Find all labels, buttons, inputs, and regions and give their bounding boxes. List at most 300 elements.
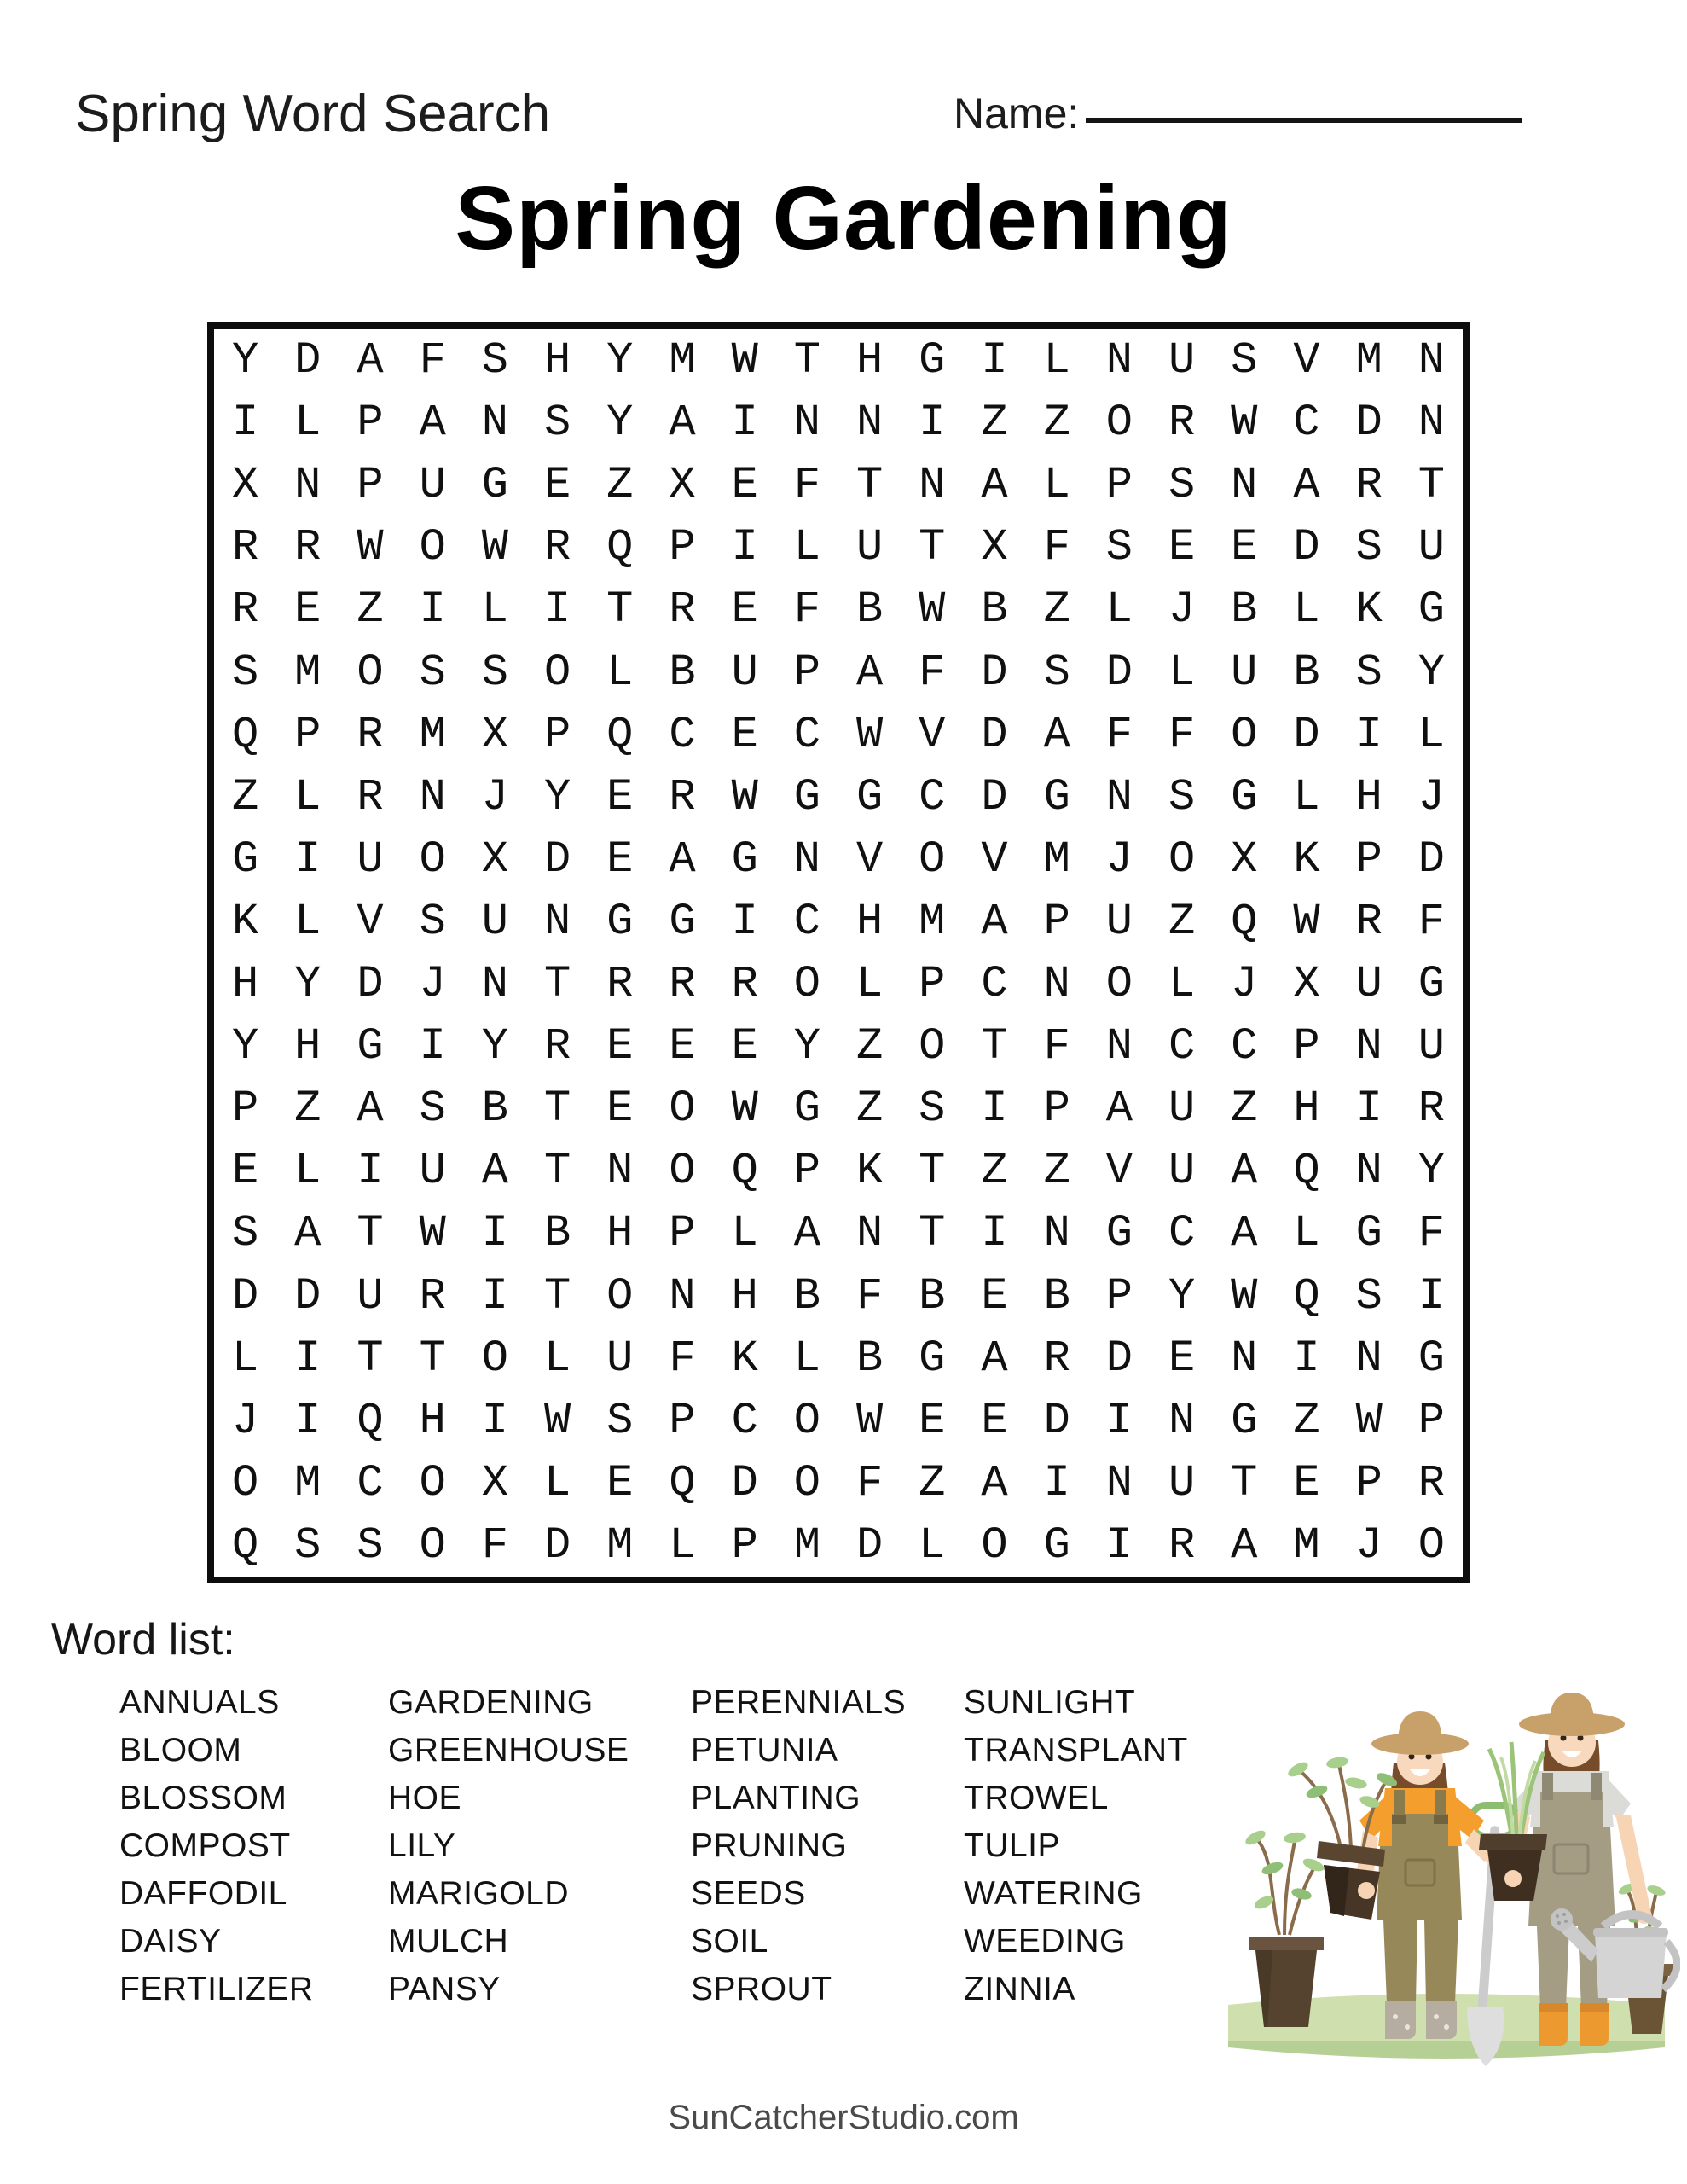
grid-letter: D xyxy=(1417,834,1445,885)
grid-letter: D xyxy=(1355,398,1383,449)
grid-letter: L xyxy=(231,1333,259,1384)
grid-letter: N xyxy=(1231,460,1258,511)
grid-letter: U xyxy=(1417,522,1445,573)
grid-letter: S xyxy=(419,647,446,698)
grid-letter: R xyxy=(231,584,259,636)
grid-letter: C xyxy=(1168,1021,1196,1072)
grid-letter: F xyxy=(669,1333,696,1384)
grid-letter: L xyxy=(1168,647,1196,698)
grid-letter: P xyxy=(793,1146,820,1197)
footer-url: SunCatcherStudio.com xyxy=(668,2099,1019,2136)
grid-letter: E xyxy=(731,584,758,636)
grid-letter: Q xyxy=(1293,1146,1320,1197)
grid-letter: G xyxy=(1417,1333,1445,1384)
grid-letter: F xyxy=(855,1270,884,1321)
grid-letter: T xyxy=(919,1146,946,1197)
grid-letter: B xyxy=(793,1270,820,1321)
grid-letter: U xyxy=(419,460,446,511)
grid-letter: Q xyxy=(357,1395,384,1446)
grid-letter: F xyxy=(793,584,820,636)
grid-letter: C xyxy=(357,1457,384,1508)
name-label: Name: xyxy=(954,90,1080,137)
word-list-column xyxy=(691,1679,964,2013)
grid-letter: A xyxy=(855,647,884,698)
grid-letter: U xyxy=(731,647,758,698)
word-list-item: MULCH xyxy=(388,1923,509,1960)
grid-letter: U xyxy=(1168,1146,1196,1197)
grid-letter: S xyxy=(481,647,508,698)
word-list-item: SEEDS xyxy=(691,1875,806,1912)
grid-letter: J xyxy=(1168,584,1196,636)
grid-letter: G xyxy=(231,834,259,885)
grid-letter: V xyxy=(1105,1146,1133,1197)
grid-letter: P xyxy=(793,647,820,698)
grid-letter: U xyxy=(1168,335,1196,386)
grid-letter: S xyxy=(294,1519,322,1571)
grid-letter: J xyxy=(1231,959,1258,1010)
grid-letter: O xyxy=(1105,398,1133,449)
grid-letter: L xyxy=(919,1519,946,1571)
grid-letter: R xyxy=(1355,896,1383,947)
grid-letter: S xyxy=(231,647,259,698)
grid-letter: X xyxy=(669,460,696,511)
word-list-item: PANSY xyxy=(388,1971,501,2007)
grid-letter: L xyxy=(1293,1208,1320,1259)
grid-letter: L xyxy=(793,522,820,573)
grid-letter: H xyxy=(855,896,884,947)
grid-letter: Y xyxy=(1417,1146,1445,1197)
word-list-column xyxy=(119,1679,388,2013)
grid-letter: O xyxy=(793,959,820,1010)
grid-letter: Z xyxy=(855,1083,884,1135)
grid-letter: I xyxy=(919,398,946,449)
grid-letter: N xyxy=(919,460,946,511)
grid-letter: C xyxy=(919,771,946,822)
grid-letter: P xyxy=(357,398,384,449)
grid-letter: P xyxy=(1105,1270,1133,1321)
grid-letter: A xyxy=(1231,1146,1258,1197)
grid-letter: C xyxy=(731,1395,758,1446)
grid-letter: N xyxy=(669,1270,696,1321)
grid-letter: S xyxy=(919,1083,946,1135)
grid-letter: I xyxy=(731,522,758,573)
grid-letter: L xyxy=(1168,959,1196,1010)
word-list-item: FERTILIZER xyxy=(119,1971,314,2007)
grid-letter: C xyxy=(981,959,1008,1010)
grid-letter: P xyxy=(669,522,696,573)
grid-letter: A xyxy=(357,335,384,386)
grid-letter: Y xyxy=(1417,647,1445,698)
grid-letter: J xyxy=(1417,771,1445,822)
grid-letter: D xyxy=(1105,1333,1133,1384)
grid-letter: L xyxy=(855,959,884,1010)
grid-letter: P xyxy=(1043,896,1070,947)
grid-letter: L xyxy=(294,896,322,947)
grid-letter: U xyxy=(855,522,884,573)
grid-letter: L xyxy=(793,1333,820,1384)
grid-letter: S xyxy=(1168,460,1196,511)
grid-letter: O xyxy=(1168,834,1196,885)
grid-letter: F xyxy=(1417,896,1445,947)
grid-letter: R xyxy=(231,522,259,573)
grid-letter: L xyxy=(1293,771,1320,822)
grid-letter: V xyxy=(357,896,384,947)
grid-letter: R xyxy=(1043,1333,1070,1384)
grid-letter: M xyxy=(793,1519,820,1571)
grid-letter: F xyxy=(1168,709,1196,760)
grid-letter: S xyxy=(231,1208,259,1259)
grid-letter: E xyxy=(543,460,571,511)
grid-letter: H xyxy=(606,1208,634,1259)
grid-letter: A xyxy=(1105,1083,1133,1135)
word-list-label: Word list: xyxy=(51,1615,235,1664)
grid-letter: S xyxy=(419,1083,446,1135)
grid-letter: Q xyxy=(1293,1270,1320,1321)
grid-letter: E xyxy=(1168,522,1196,573)
grid-letter: S xyxy=(1355,647,1383,698)
grid-letter: Z xyxy=(919,1457,946,1508)
grid-letter: H xyxy=(1355,771,1383,822)
grid-letter: A xyxy=(981,460,1008,511)
grid-letter: T xyxy=(855,460,884,511)
grid-letter: P xyxy=(669,1208,696,1259)
grid-letter: N xyxy=(1105,335,1133,386)
grid-letter: P xyxy=(731,1519,758,1571)
grid-letter: K xyxy=(855,1146,884,1197)
grid-letter: L xyxy=(543,1457,571,1508)
grid-letter: R xyxy=(669,584,696,636)
word-list-item: TRANSPLANT xyxy=(964,1732,1188,1769)
grid-letter: G xyxy=(1417,584,1445,636)
grid-letter: L xyxy=(1417,709,1445,760)
grid-letter: Q xyxy=(731,1146,758,1197)
grid-letter: I xyxy=(1293,1333,1320,1384)
grid-letter: A xyxy=(669,398,696,449)
word-list-item: PLANTING xyxy=(691,1780,861,1816)
grid-letter: B xyxy=(481,1083,508,1135)
grid-letter: G xyxy=(793,1083,820,1135)
grid-letter: Y xyxy=(1168,1270,1196,1321)
grid-letter: H xyxy=(731,1270,758,1321)
grid-letter: L xyxy=(294,771,322,822)
grid-letter: I xyxy=(981,1083,1008,1135)
grid-letter: J xyxy=(419,959,446,1010)
grid-letter: R xyxy=(543,1021,571,1072)
grid-letter: G xyxy=(606,896,634,947)
word-list-item: DAISY xyxy=(119,1923,222,1960)
grid-letter: I xyxy=(981,1208,1008,1259)
potted-plant-left xyxy=(1244,1827,1326,2027)
letter-grid xyxy=(214,329,1463,1577)
grid-letter: S xyxy=(1355,1270,1383,1321)
grid-letter: T xyxy=(543,1146,571,1197)
grid-letter: N xyxy=(606,1146,634,1197)
grid-letter: F xyxy=(919,647,946,698)
grid-letter: P xyxy=(1293,1021,1320,1072)
grid-letter: Z xyxy=(1043,584,1070,636)
grid-letter: U xyxy=(1231,647,1258,698)
grid-letter: W xyxy=(357,522,384,573)
grid-letter: B xyxy=(855,584,884,636)
grid-letter: P xyxy=(231,1083,259,1135)
grid-letter: Z xyxy=(294,1083,322,1135)
grid-letter: I xyxy=(294,1395,322,1446)
grid-letter: E xyxy=(981,1270,1008,1321)
grid-letter: C xyxy=(1293,398,1320,449)
grid-letter: P xyxy=(1043,1083,1070,1135)
grid-letter: I xyxy=(981,335,1008,386)
grid-letter: Y xyxy=(231,335,259,386)
grid-letter: G xyxy=(1417,959,1445,1010)
grid-letter: W xyxy=(481,522,508,573)
grid-letter: Q xyxy=(231,709,259,760)
grid-letter: R xyxy=(1417,1083,1445,1135)
grid-letter: F xyxy=(419,335,446,386)
grid-letter: N xyxy=(855,398,884,449)
grid-letter: O xyxy=(543,647,571,698)
grid-letter: B xyxy=(919,1270,946,1321)
grid-letter: E xyxy=(731,1021,758,1072)
grid-letter: I xyxy=(1355,1083,1383,1135)
grid-letter: R xyxy=(1168,398,1196,449)
grid-letter: A xyxy=(294,1208,322,1259)
grid-letter: D xyxy=(1105,647,1133,698)
grid-letter: T xyxy=(543,1083,571,1135)
grid-letter: E xyxy=(606,1083,634,1135)
grid-letter: E xyxy=(919,1395,946,1446)
grid-letter: S xyxy=(1105,522,1133,573)
grid-letter: O xyxy=(1417,1519,1445,1571)
grid-letter: H xyxy=(855,335,884,386)
grid-letter: E xyxy=(231,1146,259,1197)
grid-letter: X xyxy=(231,460,259,511)
grid-letter: P xyxy=(669,1395,696,1446)
grid-letter: U xyxy=(419,1146,446,1197)
grid-letter: V xyxy=(981,834,1008,885)
grid-letter: Y xyxy=(606,398,634,449)
grid-letter: S xyxy=(1355,522,1383,573)
puzzle-title: Spring Gardening xyxy=(455,168,1232,269)
grid-letter: D xyxy=(1293,709,1320,760)
grid-letter: U xyxy=(606,1333,634,1384)
grid-letter: U xyxy=(481,896,508,947)
grid-letter: R xyxy=(357,709,384,760)
grid-letter: N xyxy=(481,959,508,1010)
grid-letter: Y xyxy=(606,335,634,386)
grid-letter: A xyxy=(1293,460,1320,511)
grid-letter: E xyxy=(1168,1333,1196,1384)
grid-letter: O xyxy=(1231,709,1258,760)
grid-letter: K xyxy=(1293,834,1320,885)
grid-letter: I xyxy=(231,398,259,449)
grid-letter: T xyxy=(981,1021,1008,1072)
grid-letter: Z xyxy=(981,1146,1008,1197)
grid-letter: T xyxy=(543,1270,571,1321)
grid-letter: C xyxy=(669,709,696,760)
grid-letter: P xyxy=(1355,834,1383,885)
grid-letter: S xyxy=(606,1395,634,1446)
word-list-item: COMPOST xyxy=(119,1827,291,1864)
grid-letter: Z xyxy=(606,460,634,511)
grid-letter: G xyxy=(481,460,508,511)
grid-letter: H xyxy=(1293,1083,1320,1135)
grid-letter: F xyxy=(1105,709,1133,760)
grid-letter: T xyxy=(919,522,946,573)
grid-letter: L xyxy=(606,647,634,698)
grid-letter: X xyxy=(1231,834,1258,885)
grid-letter: I xyxy=(419,1021,446,1072)
grid-letter: I xyxy=(357,1146,384,1197)
grid-letter: C xyxy=(793,709,820,760)
grid-letter: L xyxy=(1043,335,1070,386)
grid-letter: D xyxy=(294,335,322,386)
grid-letter: X xyxy=(481,834,508,885)
grid-letter: R xyxy=(731,959,758,1010)
grid-letter: L xyxy=(294,398,322,449)
grid-letter: L xyxy=(1105,584,1133,636)
grid-letter: R xyxy=(357,771,384,822)
grid-letter: I xyxy=(1355,709,1383,760)
gardeners-illustration xyxy=(1213,1662,1680,2082)
grid-letter: W xyxy=(543,1395,571,1446)
grid-letter: X xyxy=(1293,959,1320,1010)
grid-letter: J xyxy=(1105,834,1133,885)
grid-letter: H xyxy=(543,335,571,386)
word-list-item: HOE xyxy=(388,1780,462,1816)
grid-letter: N xyxy=(1043,1208,1070,1259)
grid-letter: W xyxy=(731,335,758,386)
grid-letter: O xyxy=(357,647,384,698)
grid-letter: Z xyxy=(1231,1083,1258,1135)
grid-letter: U xyxy=(1355,959,1383,1010)
grid-letter: I xyxy=(481,1395,508,1446)
grid-letter: Y xyxy=(543,771,571,822)
grid-letter: Q xyxy=(231,1519,259,1571)
word-list-item: PRUNING xyxy=(691,1827,848,1864)
grid-letter: J xyxy=(1355,1519,1383,1571)
grid-letter: D xyxy=(543,1519,571,1571)
grid-letter: N xyxy=(1355,1146,1383,1197)
grid-letter: G xyxy=(919,335,946,386)
grid-letter: P xyxy=(1355,1457,1383,1508)
grid-letter: W xyxy=(1231,1270,1258,1321)
grid-letter: P xyxy=(1417,1395,1445,1446)
grid-letter: E xyxy=(669,1021,696,1072)
grid-letter: S xyxy=(1168,771,1196,822)
grid-letter: B xyxy=(543,1208,571,1259)
grid-letter: F xyxy=(1417,1208,1445,1259)
grid-letter: N xyxy=(1105,1021,1133,1072)
word-list-item: BLOSSOM xyxy=(119,1780,287,1816)
word-list-item: MARIGOLD xyxy=(388,1875,570,1912)
grid-letter: M xyxy=(606,1519,634,1571)
grid-letter: N xyxy=(1417,335,1445,386)
grid-letter: U xyxy=(1168,1457,1196,1508)
grid-letter: G xyxy=(793,771,820,822)
grid-letter: F xyxy=(855,1457,884,1508)
name-block xyxy=(954,89,1522,138)
grid-letter: X xyxy=(481,1457,508,1508)
grid-letter: L xyxy=(294,1146,322,1197)
grid-letter: B xyxy=(981,584,1008,636)
grid-letter: O xyxy=(793,1457,820,1508)
grid-letter: O xyxy=(481,1333,508,1384)
grid-letter: M xyxy=(294,1457,322,1508)
grid-letter: G xyxy=(1105,1208,1133,1259)
grid-letter: G xyxy=(669,896,696,947)
grid-letter: M xyxy=(919,896,946,947)
grid-letter: D xyxy=(855,1519,884,1571)
grid-letter: R xyxy=(543,522,571,573)
word-list-item: WEEDING xyxy=(964,1923,1126,1960)
grid-letter: D xyxy=(981,709,1008,760)
grid-letter: D xyxy=(981,771,1008,822)
letter-grid-frame xyxy=(207,322,1470,1583)
grid-letter: D xyxy=(357,959,384,1010)
grid-letter: Q xyxy=(606,522,634,573)
grid-letter: B xyxy=(669,647,696,698)
grid-letter: R xyxy=(1355,460,1383,511)
grid-letter: C xyxy=(1231,1021,1258,1072)
grid-letter: O xyxy=(419,834,446,885)
grid-letter: O xyxy=(419,1457,446,1508)
grid-letter: D xyxy=(294,1270,322,1321)
grid-letter: X xyxy=(481,709,508,760)
word-list-item: SPROUT xyxy=(691,1971,832,2007)
grid-letter: F xyxy=(481,1519,508,1571)
grid-letter: O xyxy=(231,1457,259,1508)
grid-letter: S xyxy=(357,1519,384,1571)
grid-letter: E xyxy=(606,771,634,822)
word-list-item: DAFFODIL xyxy=(119,1875,287,1912)
grid-letter: Q xyxy=(1231,896,1258,947)
grid-letter: O xyxy=(669,1083,696,1135)
grid-letter: T xyxy=(1417,460,1445,511)
grid-letter: W xyxy=(731,771,758,822)
grid-letter: N xyxy=(855,1208,884,1259)
grid-letter: I xyxy=(481,1208,508,1259)
grid-letter: P xyxy=(919,959,946,1010)
grid-letter: I xyxy=(1105,1395,1133,1446)
grid-letter: D xyxy=(1293,522,1320,573)
grid-letter: A xyxy=(793,1208,820,1259)
grid-letter: I xyxy=(543,584,571,636)
grid-letter: R xyxy=(1417,1457,1445,1508)
word-list-column xyxy=(964,1679,1245,2013)
grid-letter: N xyxy=(1355,1333,1383,1384)
grid-letter: N xyxy=(294,460,322,511)
name-blank-line xyxy=(1086,118,1522,123)
grid-letter: A xyxy=(981,1457,1008,1508)
grid-letter: T xyxy=(419,1333,446,1384)
grid-letter: N xyxy=(481,398,508,449)
grid-letter: M xyxy=(294,647,322,698)
grid-letter: D xyxy=(543,834,571,885)
grid-letter: E xyxy=(981,1395,1008,1446)
grid-letter: R xyxy=(669,771,696,822)
grid-letter: R xyxy=(294,522,322,573)
grid-letter: W xyxy=(1355,1395,1383,1446)
grid-letter: E xyxy=(731,460,758,511)
grid-letter: A xyxy=(1231,1519,1258,1571)
grid-letter: O xyxy=(919,834,946,885)
grid-letter: I xyxy=(419,584,446,636)
grid-letter: T xyxy=(543,959,571,1010)
grid-letter: U xyxy=(357,1270,384,1321)
word-list-item: GREENHOUSE xyxy=(388,1732,629,1769)
grid-letter: Z xyxy=(1168,896,1196,947)
grid-letter: B xyxy=(1293,647,1320,698)
